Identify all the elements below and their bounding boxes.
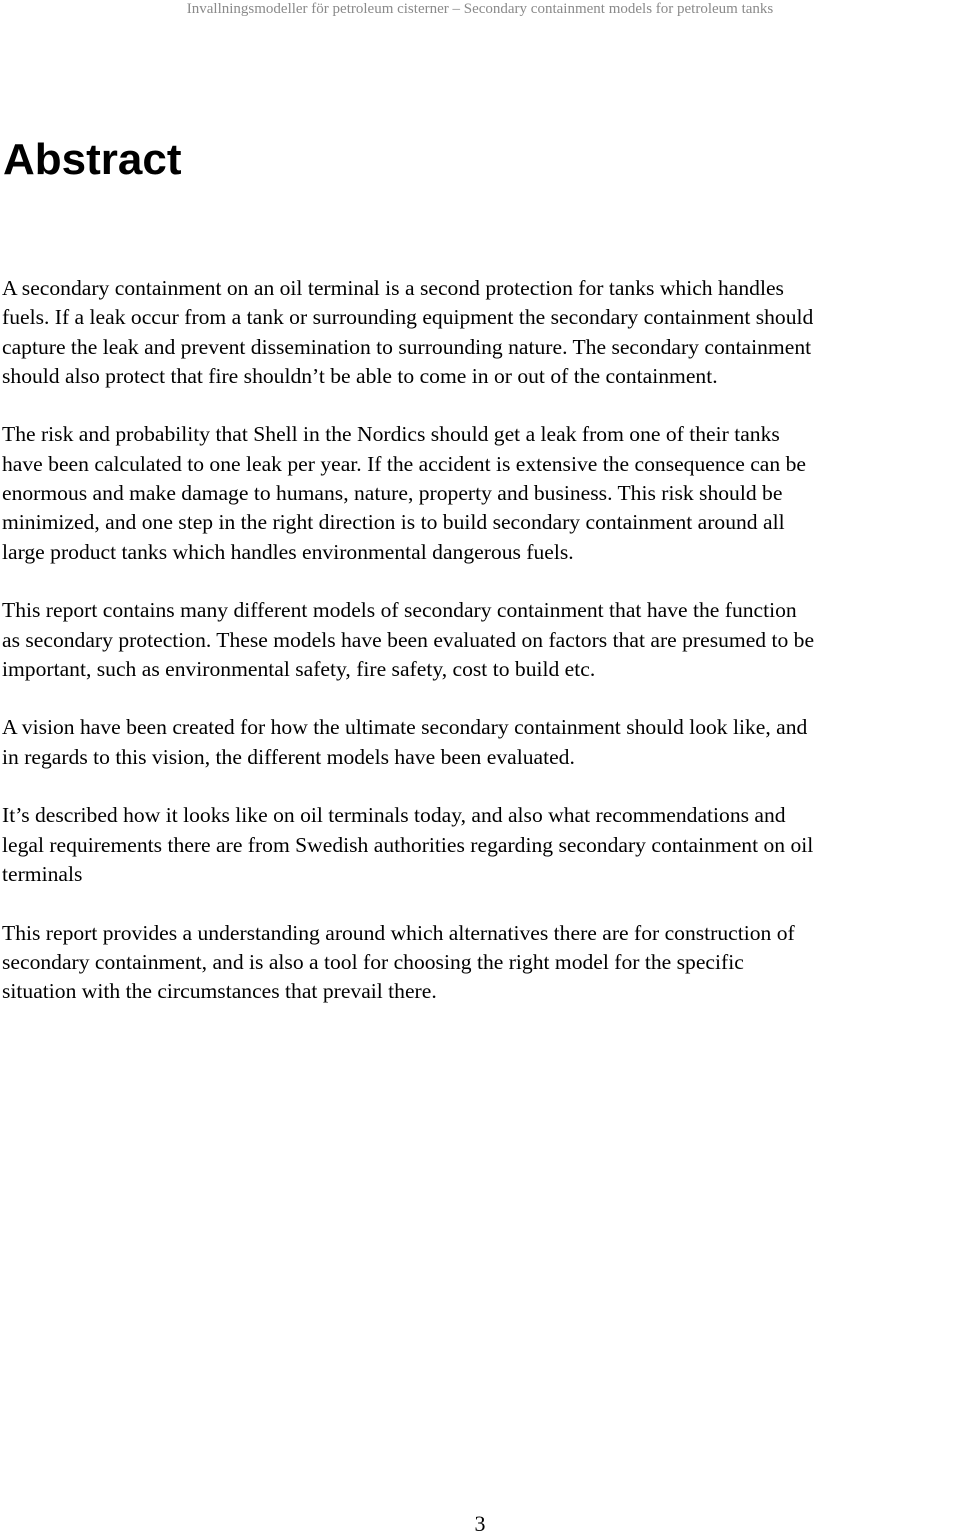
text-line: The risk and probability that Shell in the Nordics should get a leak from one of their tanks [2, 422, 780, 447]
text-line: fuels. If a leak occur from a tank or surrounding equipment the secondary containment should [2, 305, 814, 330]
text-line: terminals [2, 861, 83, 886]
paragraph-6 [2, 919, 958, 1007]
text-line: enormous and make damage to humans, nature, property and business. This risk should be [2, 481, 783, 506]
text-line: This report contains many different models of secondary containment that have the function [2, 598, 797, 623]
text-line: in regards to this vision, the different models have been evaluated. [2, 744, 575, 769]
paragraph-5 [2, 801, 958, 889]
text-line: This report provides a understanding around which alternatives there are for construction of [2, 920, 795, 945]
paragraph-1 [2, 274, 958, 391]
text-line: It’s described how it looks like on oil terminals today, and also what recommendations and [2, 803, 786, 828]
text-line: minimized, and one step in the right direction is to build secondary containment around all [2, 510, 785, 535]
text-line: large product tanks which handles environmental dangerous fuels. [2, 539, 574, 564]
text-line: as secondary protection. These models have been evaluated on factors that are presumed to be [2, 627, 815, 652]
page-number: 3 [474, 1511, 486, 1536]
text-line: important, such as environmental safety, fire safety, cost to build etc. [2, 656, 596, 681]
text-line: A vision have been created for how the ultimate secondary containment should look like, and [2, 715, 808, 740]
text-line: legal requirements there are from Swedish authorities regarding secondary containment on oil [2, 832, 814, 857]
text-line: capture the leak and prevent dissemination to surrounding nature. The secondary containment [2, 334, 812, 359]
paragraph-3 [2, 596, 958, 684]
paragraph-2 [2, 420, 958, 566]
text-line: secondary containment, and is also a tool for choosing the right model for the specific [2, 949, 744, 974]
section-heading: Abstract [3, 135, 182, 184]
text-line: should also protect that fire shouldn’t be able to come in or out of the containment. [2, 363, 718, 388]
running-header: Invallningsmodeller för petroleum cisterner – Secondary containment models for petroleum tanks [186, 1, 774, 17]
abstract-body [2, 274, 958, 1036]
text-line: A secondary containment on an oil terminal is a second protection for tanks which handles [2, 276, 784, 300]
text-line: have been calculated to one leak per year. If the accident is extensive the consequence can be [2, 451, 806, 476]
text-line: situation with the circumstances that prevail there. [2, 979, 437, 1004]
paragraph-4 [2, 713, 958, 772]
